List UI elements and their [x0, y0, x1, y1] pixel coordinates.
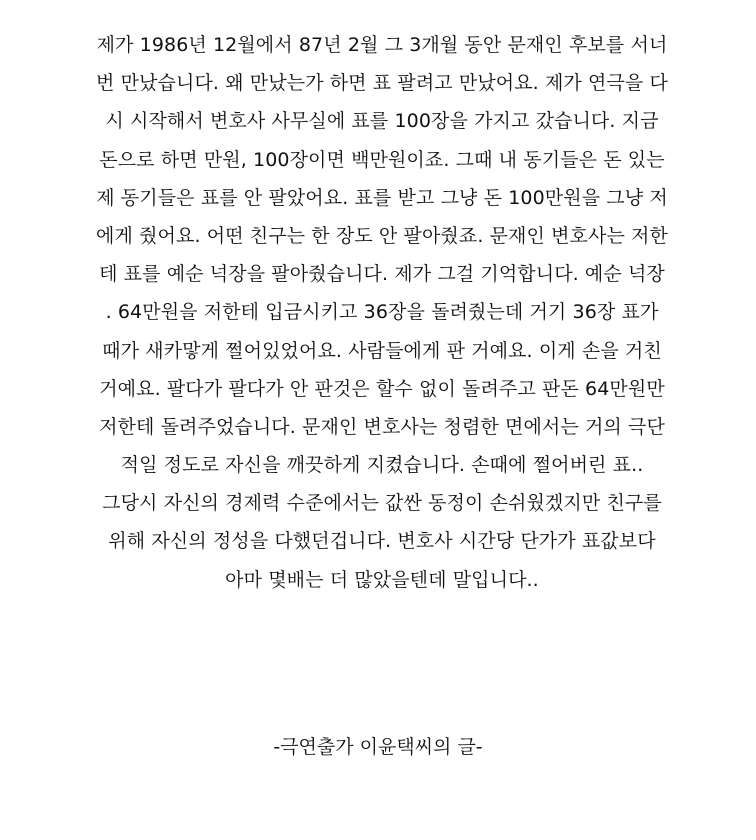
- text-line: 적일 정도로 자신을 깨끗하게 지켰습니다. 손때에 쩔어버린 표..: [120, 454, 644, 477]
- text-line: 거예요. 팔다가 팔다가 안 판것은 할수 없이 돌려주고 판돈 64만원만: [99, 377, 665, 400]
- text-line: 돈으로 하면 만원, 100장이면 백만원이죠. 그때 내 동기들은 돈 있는: [99, 148, 665, 171]
- text-line: 제 동기들은 표를 안 팔았어요. 표를 받고 그냥 돈 100만원을 그냥 저: [96, 186, 668, 209]
- text-line: . 64만원을 저한테 입금시키고 36장을 돌려줬는데 거기 36장 표가: [105, 301, 659, 324]
- text-line: 번 만났습니다. 왜 만났는가 하면 표 팔려고 만났어요. 제가 연극을 다: [96, 72, 668, 95]
- text-line: 테 표를 예순 넉장을 팔아줬습니다. 제가 그걸 기억합니다. 예순 넉장: [99, 263, 665, 286]
- text-line: 시 시작해서 변호사 사무실에 표를 100장을 가지고 갔습니다. 지금: [105, 110, 659, 133]
- text-line: 에게 줬어요. 어떤 친구는 한 장도 안 팔아줬죠. 문재인 변호사는 저한: [96, 224, 668, 247]
- text-line: 아마 몇배는 더 많았을텐데 말입니다..: [225, 568, 539, 591]
- text-line: 제가 1986년 12월에서 87년 2월 그 3개월 동안 문재인 후보를 서너: [96, 34, 668, 56]
- text-line: 위해 자신의 정성을 다했던겁니다. 변호사 시간당 단가가 표값보다: [108, 530, 656, 553]
- body-paragraph: [56, 26, 708, 599]
- author-signature: -극연출가 이윤택씨의 글-: [273, 736, 483, 758]
- text-line: 그당시 자신의 경제력 수준에서는 값싼 동정이 손쉬웠겠지만 친구를: [102, 492, 662, 515]
- text-line: 저한테 돌려주었습니다. 문재인 변호사는 청렴한 면에서는 거의 극단: [99, 415, 665, 438]
- text-line: 때가 새카맣게 쩔어있었어요. 사람들에게 판 거예요. 이게 손을 거친: [102, 339, 662, 362]
